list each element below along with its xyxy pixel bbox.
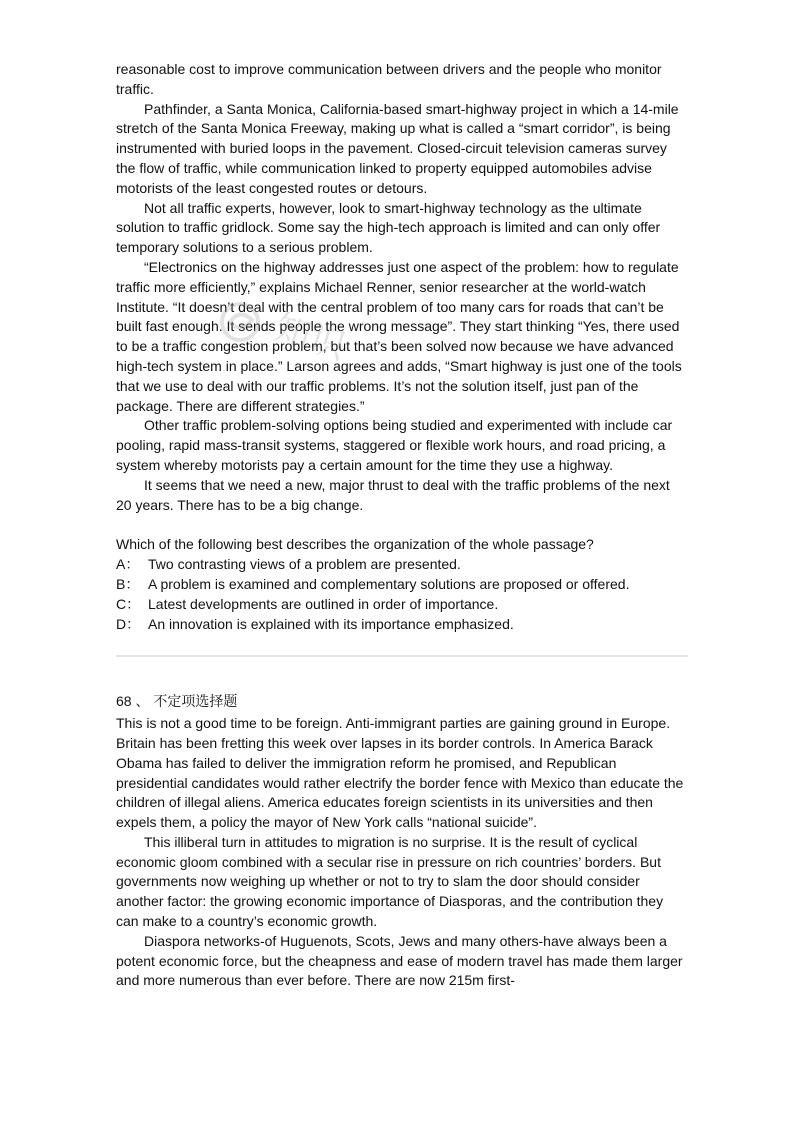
document-page	[116, 60, 688, 991]
option-key: A：	[116, 556, 140, 573]
watermark-text: 知识	[269, 307, 351, 369]
passage-paragraph-3: Not all traffic experts, however, look to smart-highway technology as the ultimate solution to traffic gridlock. Some say the high-tech approach is limited and can only offer temporary solutions to a serious problem.	[116, 199, 661, 256]
option-b[interactable]	[116, 575, 688, 595]
passage-paragraph-6: It seems that we need a new, major thrust to deal with the traffic problems of the next 20 years. There has to be a big change.	[116, 476, 670, 513]
option-text: A problem is examined and complementary solutions are proposed or offered.	[148, 575, 630, 592]
option-text: Latest developments are outlined in order of importance.	[148, 595, 499, 612]
option-d[interactable]	[116, 615, 688, 635]
option-key: C：	[116, 595, 141, 612]
option-a[interactable]	[116, 555, 688, 575]
option-text: An innovation is explained with its importance emphasized.	[148, 615, 514, 632]
passage-paragraph-1: reasonable cost to improve communication between drivers and the people who monitor traffic.	[116, 61, 662, 97]
option-key: B：	[116, 575, 140, 592]
passage2-paragraph-2: This illiberal turn in attitudes to migration is no surprise. It is the result of cyclical economic gloom combined with a secular rise in pressure on rich countries’ borders. But governments now weighing up whether or not to try to slam the door should consider another factor: the growing economic importance of Diasporas, and the contribution they can make to a country’s economic growth.	[116, 833, 664, 930]
option-text: Two contrasting views of a problem are presented.	[148, 556, 461, 573]
passage2-paragraph-3: Diaspora networks-of Huguenots, Scots, Jews and many others-have always been a potent economic force, but the cheapness and ease of modern travel has made them larger and more numerous than ever before. There are now 215m first-	[116, 932, 683, 989]
passage-paragraph-2: Pathfinder, a Santa Monica, California-based smart-highway project in which a 14-mile stretch of the Santa Monica Freeway, making up what is called a “smart corridor”, is being instrumented with buried loops in the pavement. Closed-circuit television cameras survey the flow of traffic, while communication linked to property equipped automobiles advise motorists of the least congested routes or detours.	[116, 100, 679, 196]
passage-paragraph-5: Other traffic problem-solving options being studied and experimented with include car pooling, rapid mass-transit systems, staggered or flexible work hours, and road pricing, a system whereby motorists pay a certain amount for the time they use a highway.	[116, 417, 673, 473]
option-c[interactable]	[116, 595, 688, 615]
question-68-header: 68 、 不定项选择题	[116, 693, 238, 710]
section-divider	[116, 655, 688, 657]
option-key: D：	[116, 615, 141, 632]
passage-paragraph-4: “Electronics on the highway addresses just one aspect of the problem: how to regulate traffic more efficiently,” explains Michael Renner, senior researcher at the world-watch Institute. “It doesn’t deal with the central problem of too many cars for roads that can’t be built fast enough. It sends people the wrong message”. They start thinking “Yes, there used to be a traffic congestion problem, but that’s been solved now because we have advanced high-tech system in place.” Larson agrees and adds, “Smart highway is just one of the tools that we use to deal with our traffic problems. It’s not the solution itself, just pan of the package. There are different strategies.”	[116, 258, 682, 414]
question-stem: Which of the following best describes the organization of the whole passage?	[116, 536, 594, 553]
passage2-paragraph-1: This is not a good time to be foreign. Anti-immigrant parties are gaining ground in Europe. Britain has been fretting this week over lapses in its border controls. In America Barack Obama has failed to deliver the immigration reform he promised, and Republican presidential candidates would rather electrify the border fence with Mexico than educate the children of illegal aliens. America educates foreign scientists in its universities and then expels them, a policy the mayor of New York calls “national suicide”.	[116, 715, 684, 831]
